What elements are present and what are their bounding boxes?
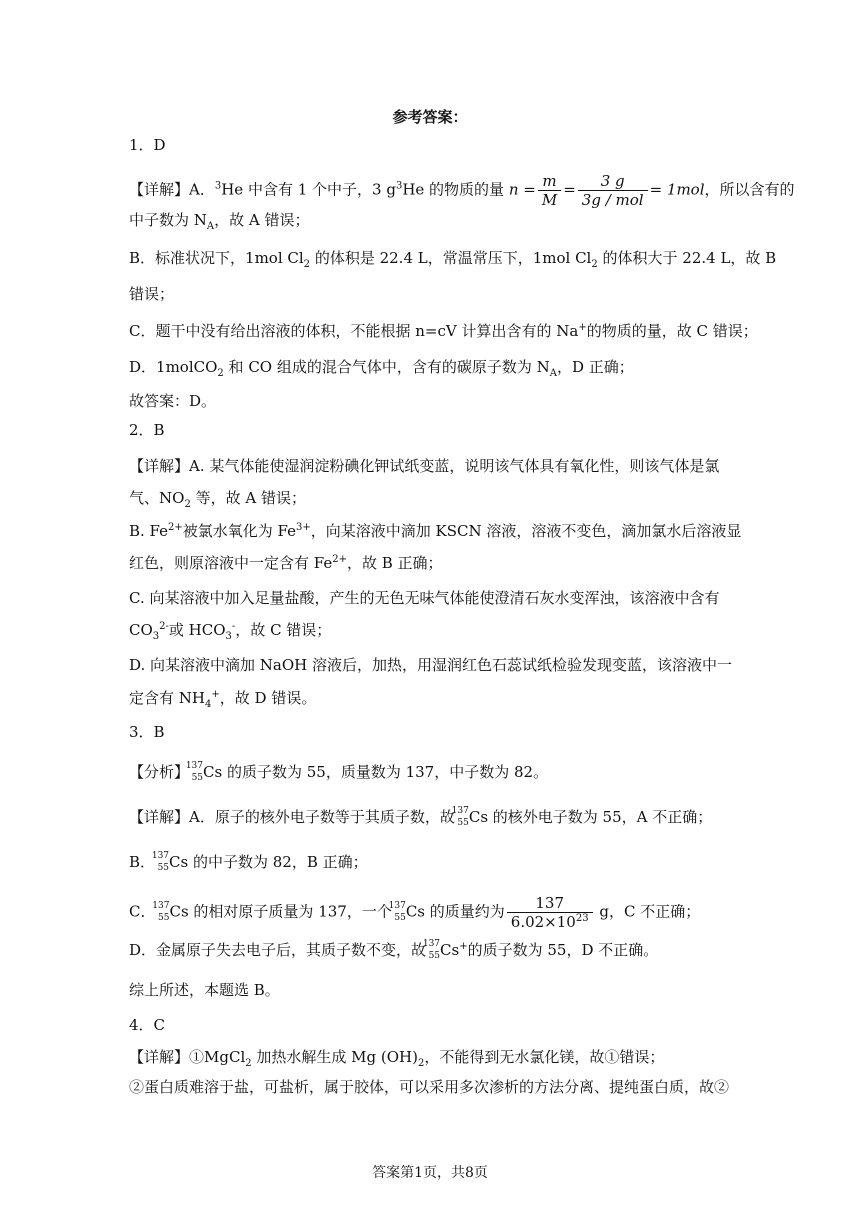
explain-1a-cont: 中子数为 $N_A$，故 A 错误；	[129, 211, 310, 232]
explain-3b: B． 137 55 Cs 的中子数为 82，B 正确；	[129, 851, 368, 873]
answer-4: 4．C	[129, 1016, 166, 1034]
explain-1a: 【详解】A．$^3$He 中含有 1 个中子，3 $g^3He$ 的物质的量 n = $\frac{m}{M}$ = $\frac{3 g}{\text{3g / mol}}$ = 1mol，所以含有的	[129, 172, 795, 209]
explain-2c: C. 向某溶液中加入足量盐酸，产生的无色无味气体能使澄清石灰水变浑浊，该溶液中含有	[129, 589, 720, 607]
analysis-3: 【分析】 137 55 Cs 的质子数为 55，质量数为 137，中子数为 82。	[129, 761, 549, 783]
explain-2b-cont: 红色，则原溶液中一定含有 $Fe^{2+}$，故 B 正确；	[129, 554, 443, 572]
explain-1c: C．题干中没有给出溶液的体积，不能根据 n=cV 计算出含有的 Na+的物质的量，故 C 错误；	[129, 322, 758, 340]
answer-3: 3．B	[129, 723, 165, 741]
fraction-m-over-M: $\frac{m}{M}$	[538, 172, 561, 209]
formula-n: n =	[508, 180, 536, 199]
explain-2d-cont: 定含有 $NH_4^+$，故 D 错误。	[129, 689, 317, 710]
explain-3c: C． 137 55 Cs 的相对原子质量为 137，一个 137 55 Cs 的质量约为 $\frac{137}{6.02\times 10^{23}}$ g，C 不正确；	[129, 894, 701, 931]
explain-4a: 【详解】①MgCl$_2$ 加热水解生成 Mg $(OH)_2$，不能得到无水氯化镁，故①错误；	[129, 1048, 665, 1069]
page-footer: 答案第1页，共8页	[372, 1165, 488, 1181]
explain-2a-cont: 气、$NO_2$ 等，故 A 错误；	[129, 489, 306, 510]
explain-1b: B．标准状况下，1mol $Cl_2$ 的体积是 22.4 L，常温常压下，1mol $Cl_2$ 的体积大于 22.4 L，故 B	[129, 249, 777, 270]
explain-4b: ②蛋白质难溶于盐，可盐析，属于胶体，可以采用多次渗析的方法分离、提纯蛋白质，故②	[129, 1078, 730, 1096]
explain-3d: D．金属原子失去电子后，其质子数不变，故 137 55 Cs+的质子数为 55，D 不正确。	[129, 939, 659, 961]
explain-1d: D．1molCO$_2$ 和 CO 组成的混合气体中，含有的碳原子数为 $N_A$，D 正确；	[129, 358, 634, 379]
explain-2c-cont: $CO_3^{2-}$或 $HCO_3^-$，故 C 错误；	[129, 621, 332, 642]
conclusion-1: 故答案：D。	[129, 392, 217, 410]
explain-2a: 【详解】A. 某气体能使湿润淀粉碘化钾试纸变蓝，说明该气体具有氧化性，则该气体是氯	[129, 457, 720, 475]
fraction-mass: $\frac{137}{6.02\times 10^{23}}$	[507, 894, 593, 931]
conclusion-3: 综上所述，本题选 B。	[129, 981, 280, 999]
answer-1: 1．D	[129, 136, 166, 154]
explain-1b-cont: 错误；	[129, 285, 175, 303]
fraction-3g: $\frac{3 g}{\text{3g / mol}}$	[578, 172, 648, 209]
explain-3a: 【详解】A．原子的核外电子数等于其质子数，故 137 55 Cs 的核外电子数为 55，A 不正确；	[129, 806, 713, 828]
explain-2b: B. $Fe^{2+}$被氯水氧化为 $Fe^{3+}$，向某溶液中滴加 KSCN 溶液，溶液不变色，滴加氯水后溶液显	[129, 522, 742, 540]
answer-2: 2．B	[129, 421, 165, 439]
page-title: 参考答案：	[392, 108, 468, 126]
explain-2d: D. 向某溶液中滴加 NaOH 溶液后，加热，用湿润红色石蕊试纸检验发现变蓝，该溶液中一	[129, 656, 733, 674]
